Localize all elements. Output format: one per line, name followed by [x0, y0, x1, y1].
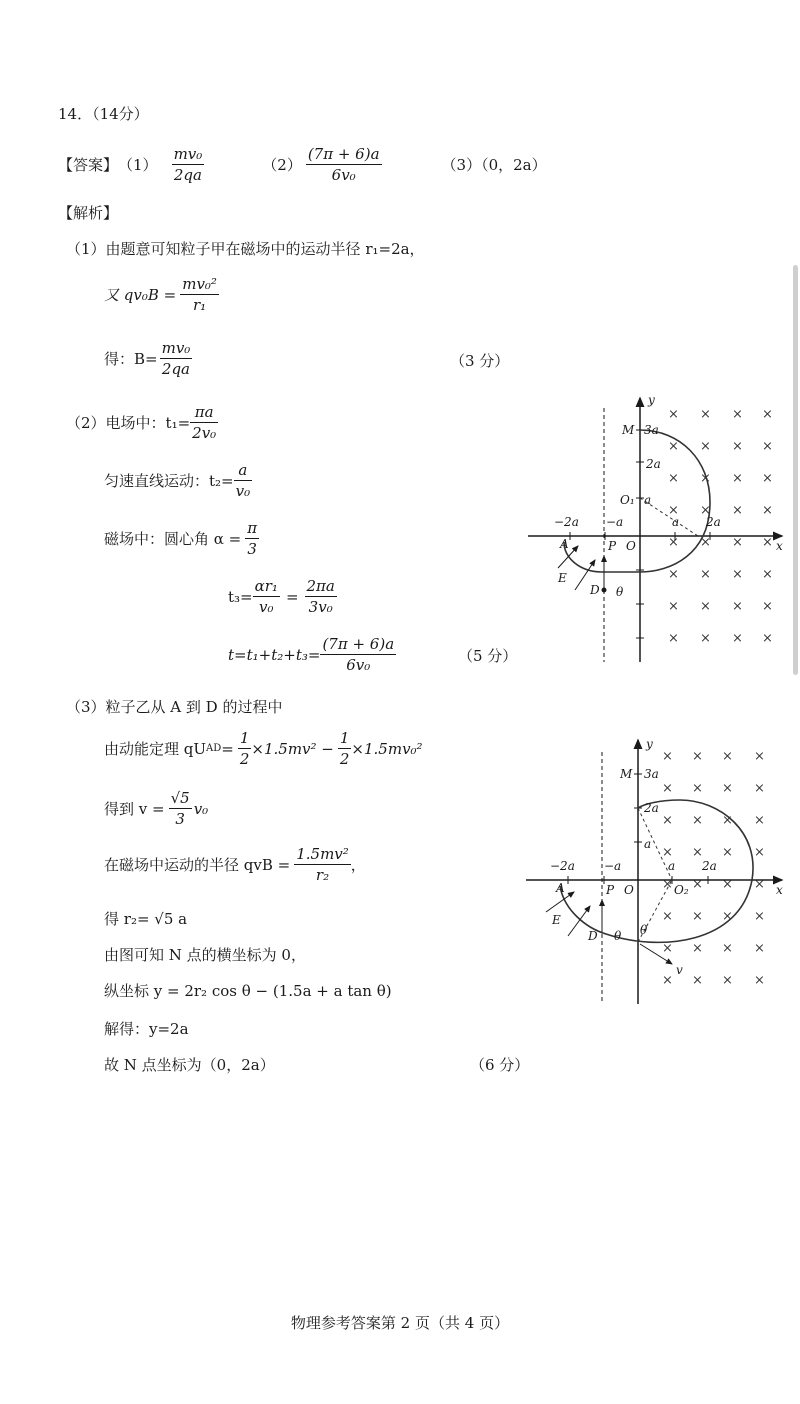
- field-cross: ×: [700, 631, 711, 646]
- answer-part2-fraction: [306, 144, 382, 185]
- field-cross: ×: [754, 909, 765, 924]
- part1-line2-numerator: mv₀²: [182, 275, 217, 293]
- part3-line2-f1-denominator: 2: [239, 750, 250, 768]
- field-cross: ×: [662, 749, 673, 764]
- field-cross: ×: [762, 599, 773, 614]
- field-cross: ×: [732, 599, 743, 614]
- part3-line2-equals: =: [221, 739, 234, 758]
- part3-line3-fraction: [169, 788, 192, 829]
- field-cross: ×: [732, 567, 743, 582]
- answer-label: 【答案】: [58, 155, 119, 174]
- analysis-label: 【解析】: [58, 204, 119, 222]
- field-cross: ×: [692, 845, 703, 860]
- field-cross: ×: [668, 631, 679, 646]
- figure2-label-e: E: [552, 913, 561, 927]
- field-cross: ×: [700, 567, 711, 582]
- part3-line2: [104, 728, 423, 769]
- figure2-label-m: M: [620, 767, 633, 781]
- field-cross: ×: [722, 781, 733, 796]
- part1-line3-prefix: 得：B=: [104, 350, 158, 368]
- figure2-label-x: x: [776, 883, 783, 897]
- part2-line4-fraction1: [253, 576, 280, 617]
- figure1-label-m: M: [622, 423, 635, 437]
- field-cross: ×: [722, 749, 733, 764]
- field-cross: ×: [700, 471, 711, 486]
- answer-part1-numerator: mv₀: [173, 144, 203, 163]
- field-cross: ×: [668, 439, 679, 454]
- part1-line3-fraction: [160, 338, 193, 379]
- field-cross: ×: [692, 941, 703, 956]
- figure1-trajectory: [564, 430, 710, 572]
- part3-line3-numerator: √5: [170, 789, 190, 807]
- part1-line2-prefix: 又 qv₀B =: [104, 286, 177, 304]
- field-cross: ×: [700, 535, 711, 550]
- field-cross: ×: [668, 407, 679, 422]
- field-cross: ×: [722, 909, 733, 924]
- part1-line1: （1）由题意可知粒子甲在磁场中的运动半径 r₁=2a，: [66, 240, 425, 258]
- figure2-label-theta1: θ: [614, 929, 622, 943]
- part2-line1-fraction: [190, 402, 218, 443]
- field-cross: ×: [732, 471, 743, 486]
- part3-line2-prefix: 由动能定理 qU: [104, 740, 207, 758]
- field-cross: ×: [722, 877, 733, 892]
- field-cross: ×: [722, 813, 733, 828]
- part3-line7: 纵坐标 y = 2r₂ cos θ − (1.5a + a tan θ): [104, 982, 392, 1000]
- field-cross: ×: [762, 503, 773, 518]
- part3-line2-subscript: AD: [206, 743, 222, 754]
- part2-line3-fraction: [245, 518, 259, 559]
- field-cross: ×: [700, 439, 711, 454]
- field-cross: ×: [732, 535, 743, 550]
- part2-line5-denominator: 6v₀: [346, 656, 371, 674]
- part2-line2-denominator: v₀: [235, 482, 251, 500]
- field-cross: ×: [754, 813, 765, 828]
- part3-line2-fraction1: [238, 728, 252, 769]
- field-cross: ×: [732, 439, 743, 454]
- part3-line2-fraction2: [338, 728, 352, 769]
- figure1-label-o: O: [626, 539, 636, 553]
- part3-line4-denominator: r₂: [315, 866, 330, 884]
- part1-score: （3 分）: [450, 352, 510, 370]
- part1-line2-denominator: r₁: [192, 296, 207, 314]
- figure2-label-2a-y: 2a: [644, 801, 659, 815]
- field-cross: ×: [722, 941, 733, 956]
- field-cross: ×: [662, 909, 673, 924]
- part3-score: （6 分）: [470, 1056, 530, 1074]
- field-cross: ×: [754, 877, 765, 892]
- field-cross: ×: [722, 845, 733, 860]
- part3-line2-middle: ×1.5mv² −: [251, 739, 334, 758]
- part3-line3-prefix: 得到 v =: [104, 800, 165, 818]
- question-header: 14．（14分）: [58, 105, 149, 123]
- part2-line3-numerator: π: [247, 519, 258, 537]
- part1-line3-denominator: 2qa: [161, 360, 190, 378]
- part2-line2-fraction: [234, 460, 253, 501]
- answer-part2-numerator: (7π + 6)a: [307, 144, 380, 163]
- answer-part1-index: （1）: [118, 155, 158, 174]
- field-cross: ×: [692, 973, 703, 988]
- part3-line2-f1-numerator: 1: [239, 729, 250, 747]
- figure1-label-2a-y: 2a: [646, 457, 661, 471]
- part2-line5-fraction: [320, 634, 396, 675]
- answer-part2-denominator: 6v₀: [331, 165, 356, 184]
- field-cross: ×: [692, 781, 703, 796]
- figure2-label-v: v: [676, 963, 683, 977]
- field-cross: ×: [754, 781, 765, 796]
- figure1-label-e: E: [558, 571, 567, 585]
- figure1-label-theta: θ: [616, 585, 624, 599]
- figure2-label-a: A: [556, 881, 565, 895]
- answer-part3: （3）（0，2a）: [441, 155, 547, 174]
- part3-line3-post: v₀: [193, 799, 209, 818]
- figure1-label-2a-x: 2a: [706, 515, 721, 529]
- figure2-label-nega: −a: [604, 859, 622, 873]
- part3-line5: 得 r₂= √5 a: [104, 910, 188, 928]
- field-cross: ×: [762, 439, 773, 454]
- part2-line2-prefix: 匀速直线运动：t₂=: [104, 472, 234, 490]
- figure1-label-nega: −a: [606, 515, 624, 529]
- field-cross: ×: [762, 535, 773, 550]
- part2-line4-prefix: t₃=: [228, 587, 253, 606]
- figure2-label-o2: O₂: [674, 883, 689, 897]
- field-cross: ×: [692, 749, 703, 764]
- part3-line4-numerator: 1.5mv²: [296, 845, 349, 863]
- part2-line1: [66, 402, 218, 443]
- part3-line8: 解得：y=2a: [104, 1020, 189, 1038]
- part3-line9: 故 N 点坐标为（0，2a）: [104, 1056, 275, 1074]
- field-cross: ×: [668, 567, 679, 582]
- part3-line4-post: ，: [350, 856, 366, 874]
- field-cross: ×: [732, 503, 743, 518]
- field-cross: ×: [668, 503, 679, 518]
- field-cross: ×: [762, 407, 773, 422]
- figure2-label-a-x: a: [668, 859, 676, 873]
- figure2-label-theta2: θ: [640, 923, 648, 937]
- field-cross: ×: [732, 631, 743, 646]
- field-cross: ×: [700, 407, 711, 422]
- part3-line4-prefix: 在磁场中运动的半径 qvB =: [104, 856, 291, 874]
- field-cross: ×: [662, 781, 673, 796]
- field-cross: ×: [668, 535, 679, 550]
- part3-line1: （3）粒子乙从 A 到 D 的过程中: [66, 698, 283, 716]
- part1-line3-numerator: mv₀: [161, 339, 191, 357]
- part2-line5-prefix: t=t₁+t₂+t₃=: [228, 645, 321, 664]
- field-cross: ×: [762, 567, 773, 582]
- part2-line4-denominator1: v₀: [259, 598, 274, 616]
- part3-line3-denominator: 3: [175, 810, 185, 828]
- part2-line2: [104, 460, 252, 501]
- figure1-label-p: P: [608, 539, 617, 553]
- answer-part1-denominator: 2qa: [173, 165, 202, 184]
- part2-line2-numerator: a: [234, 460, 253, 481]
- field-cross: ×: [700, 503, 711, 518]
- field-cross: ×: [754, 941, 765, 956]
- part3-line2-end: ×1.5mv₀²: [351, 739, 423, 758]
- field-cross: ×: [762, 631, 773, 646]
- figure2-label-3a: 3a: [644, 767, 659, 781]
- field-cross: ×: [754, 845, 765, 860]
- part2-line3-prefix: 磁场中：圆心角 α =: [104, 530, 242, 548]
- figure1-label-3a: 3a: [644, 423, 659, 437]
- figure1-point-d: [602, 588, 607, 593]
- field-cross: ×: [662, 845, 673, 860]
- part2-line4-numerator1: αr₁: [254, 577, 278, 595]
- field-cross: ×: [668, 599, 679, 614]
- figure2-label-y: y: [646, 737, 653, 751]
- field-cross: ×: [754, 749, 765, 764]
- part1-line2: [104, 274, 219, 315]
- figure1-label-x: x: [776, 539, 783, 553]
- part2-line3-denominator: 3: [247, 540, 257, 558]
- answer-row: [58, 142, 547, 186]
- field-cross: ×: [668, 471, 679, 486]
- part3-line4-fraction: [294, 844, 351, 885]
- field-cross: ×: [700, 599, 711, 614]
- part3-line2-f2-denominator: 2: [339, 750, 350, 768]
- part2-line4-numerator2: 2πa: [306, 577, 335, 595]
- field-cross: ×: [662, 941, 673, 956]
- figure1-label-neg2a: −2a: [554, 515, 579, 529]
- part2-line1-numerator: πa: [190, 402, 218, 423]
- field-cross: ×: [732, 407, 743, 422]
- figure1-label-a-x: a: [672, 515, 680, 529]
- figure2-label-2a-x: 2a: [702, 859, 717, 873]
- part2-line1-prefix: （2）电场中：t₁=: [66, 414, 191, 432]
- page-footer: 物理参考答案第 2 页（共 4 页）: [290, 1314, 510, 1332]
- part3-line3: [104, 788, 208, 829]
- figure2-label-a-y: a: [644, 837, 652, 851]
- part2-line4: [228, 576, 337, 617]
- part2-line1-denominator: 2v₀: [192, 424, 217, 442]
- part3-line4: [104, 844, 366, 885]
- field-cross: ×: [762, 471, 773, 486]
- field-cross: ×: [692, 877, 703, 892]
- figure1-diagram: [520, 390, 790, 670]
- figure1-label-y: y: [648, 393, 655, 407]
- part2-line4-equals: =: [285, 587, 299, 606]
- figure1-label-o1: O₁: [620, 493, 635, 507]
- part2-line4-fraction2: [305, 576, 337, 617]
- field-cross: ×: [692, 909, 703, 924]
- part2-line4-denominator2: 3v₀: [308, 598, 333, 616]
- figure2-label-p: P: [606, 883, 615, 897]
- figure2-diagram: [520, 732, 790, 1012]
- figure2-label-d: D: [588, 929, 598, 943]
- figure1-label-a-y: a: [644, 493, 652, 507]
- answer-part2-index: （2）: [262, 155, 302, 174]
- part1-line2-fraction: [180, 274, 219, 315]
- figure2-label-o: O: [624, 883, 634, 897]
- field-cross: ×: [662, 877, 673, 892]
- part3-line6: 由图可知 N 点的横坐标为 0，: [104, 946, 306, 964]
- field-cross: ×: [662, 973, 673, 988]
- field-cross: ×: [692, 813, 703, 828]
- figure1-label-d: D: [590, 583, 600, 597]
- field-cross: ×: [754, 973, 765, 988]
- part2-line5: [228, 634, 396, 675]
- figure2-label-neg2a: −2a: [550, 859, 575, 873]
- part1-line3: [104, 338, 192, 379]
- vertical-scrollbar[interactable]: [793, 265, 798, 675]
- part3-line2-f2-numerator: 1: [339, 729, 350, 747]
- part2-line3: [104, 518, 259, 559]
- field-cross: ×: [722, 973, 733, 988]
- part2-line5-numerator: (7π + 6)a: [322, 635, 395, 653]
- part2-score: （5 分）: [458, 647, 518, 665]
- figure1-label-a: A: [560, 537, 569, 551]
- field-cross: ×: [662, 813, 673, 828]
- answer-part1-fraction: [172, 144, 205, 185]
